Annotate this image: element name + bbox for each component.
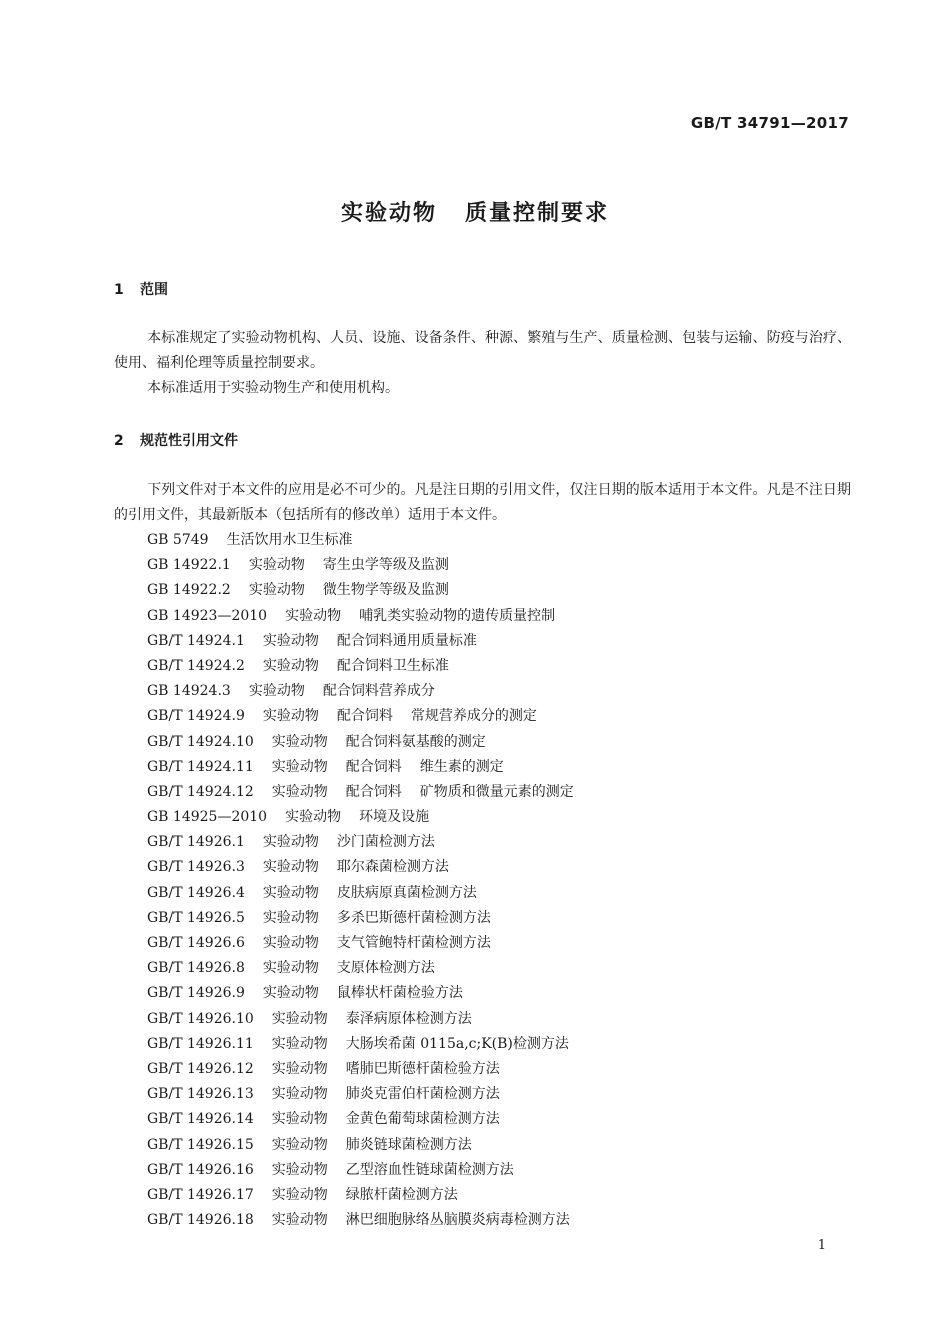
section-1-paragraph-1: [114, 326, 851, 376]
reference-title-part: 实验动物: [271, 1212, 328, 1229]
reference-item: [147, 780, 574, 805]
reference-item: [147, 805, 574, 830]
reference-title-part: 实验动物: [271, 1086, 328, 1103]
reference-item: [147, 1057, 574, 1082]
reference-item: [147, 730, 574, 755]
document-code: GB/T 34791—2017: [690, 114, 849, 132]
reference-item: [147, 629, 574, 654]
reference-title-part: 配合饲料营养成分: [322, 683, 435, 700]
reference-title-part: 维生素的测定: [419, 758, 504, 775]
reference-title-part: 配合饲料通用质量标准: [336, 632, 477, 649]
reference-item: [147, 956, 574, 981]
reference-item: [147, 578, 574, 603]
reference-code: GB/T 14926.18: [147, 1212, 254, 1229]
reference-code: GB/T 14924.12: [147, 783, 254, 800]
reference-title-part: 金黄色葡萄球菌检测方法: [345, 1111, 500, 1128]
reference-title-part: 实验动物: [271, 783, 328, 800]
reference-title-part: 实验动物: [271, 1186, 328, 1203]
reference-code: GB/T 14924.9: [147, 708, 245, 725]
reference-item: [147, 654, 574, 679]
reference-code: GB/T 14926.8: [147, 960, 245, 977]
reference-title-part: 皮肤病原真菌检测方法: [336, 884, 477, 901]
reference-title-part: 实验动物: [262, 935, 319, 951]
reference-title-part: 微生物学等级及监测: [322, 582, 449, 599]
reference-code: GB/T 14926.17: [147, 1186, 254, 1203]
reference-code: GB/T 14926.11: [147, 1035, 254, 1052]
reference-title-part: 配合饲料: [336, 708, 393, 725]
reference-item: [147, 906, 574, 931]
reference-title-part: 嗜肺巴斯德杆菌检验方法: [345, 1060, 500, 1077]
reference-code: GB 14924.3: [147, 683, 231, 700]
reference-code: GB/T 14926.12: [147, 1060, 254, 1077]
reference-item: [147, 704, 574, 729]
reference-title-part: 耶尔森菌检测方法: [336, 859, 449, 876]
title-part-2: 质量控制要求: [465, 201, 610, 226]
reference-title-part: 实验动物: [262, 859, 319, 876]
reference-title-part: 实验动物: [262, 632, 319, 649]
reference-title-part: 大肠埃希菌 0115a,c;K(B)检测方法: [345, 1035, 569, 1052]
reference-title-part: 鼠棒状杆菌检验方法: [336, 985, 463, 1002]
document-title: [0, 196, 950, 227]
reference-title-part: 实验动物: [271, 733, 328, 750]
reference-item: [147, 1082, 574, 1107]
reference-title-part: 实验动物: [248, 557, 305, 574]
reference-title-part: 寄生虫学等级及监测: [322, 557, 449, 574]
reference-title-part: 实验动物: [271, 1060, 328, 1077]
reference-item: [147, 1107, 574, 1132]
reference-code: GB/T 14926.4: [147, 884, 245, 901]
reference-title-part: 肺炎链球菌检测方法: [345, 1136, 472, 1153]
reference-title-part: 实验动物: [262, 834, 319, 851]
reference-code: GB/T 14926.3: [147, 859, 245, 876]
reference-item: [147, 528, 574, 553]
reference-item: [147, 881, 574, 906]
title-part-1: 实验动物: [340, 201, 437, 226]
reference-item: [147, 604, 574, 629]
reference-list: [147, 528, 574, 1233]
reference-code: GB/T 14926.10: [147, 1010, 254, 1027]
reference-title-part: 配合饲料卫生标准: [336, 657, 449, 674]
reference-code: GB/T 14926.14: [147, 1111, 254, 1128]
reference-code: GB 5749: [147, 532, 209, 548]
reference-title-part: 配合饲料氨基酸的测定: [345, 733, 486, 750]
section-1-number: 1: [114, 282, 124, 298]
reference-title-part: 配合饲料: [345, 783, 402, 800]
reference-title-part: 配合饲料: [345, 758, 402, 775]
reference-item: [147, 981, 574, 1006]
reference-title-part: 支气管鲍特杆菌检测方法: [336, 935, 491, 951]
reference-code: GB/T 14924.2: [147, 657, 245, 674]
reference-title-part: 矿物质和微量元素的测定: [419, 783, 574, 800]
reference-item: [147, 1183, 574, 1208]
paragraph-text: 下列文件对于本文件的应用是必不可少的。凡是注日期的引用文件，仅注日期的版本适用于本文件。凡是不注日期的引用文件，其最新版本（包括所有的修改单）适用于本文件。: [114, 482, 851, 523]
reference-title-part: 肺炎克雷伯杆菌检测方法: [345, 1086, 500, 1103]
reference-title-part: 实验动物: [271, 1161, 328, 1178]
reference-title-part: 实验动物: [262, 708, 319, 725]
reference-code: GB/T 14926.1: [147, 834, 245, 851]
section-1-title: 范围: [140, 282, 168, 298]
reference-title-part: 常规营养成分的测定: [410, 708, 537, 725]
reference-title-part: 实验动物: [285, 607, 342, 624]
reference-title-part: 支原体检测方法: [336, 960, 435, 977]
reference-code: GB/T 14926.5: [147, 909, 245, 926]
reference-title-part: 环境及设施: [359, 809, 430, 826]
reference-code: GB/T 14924.11: [147, 758, 254, 775]
paragraph-text: 本标准规定了实验动物机构、人员、设施、设备条件、种源、繁殖与生产、质量检测、包装与运输、防疫与治疗、使用、福利伦理等质量控制要求。: [114, 330, 851, 371]
reference-title-part: 实验动物: [271, 758, 328, 775]
reference-code: GB 14925—2010: [147, 809, 268, 826]
reference-item: [147, 931, 574, 956]
reference-title-part: 实验动物: [262, 960, 319, 977]
reference-item: [147, 1158, 574, 1183]
reference-title-part: 实验动物: [285, 809, 342, 826]
reference-item: [147, 755, 574, 780]
reference-item: [147, 1032, 574, 1057]
reference-title-part: 实验动物: [262, 909, 319, 926]
reference-title-part: 多杀巴斯德杆菌检测方法: [336, 909, 491, 926]
reference-title-part: 实验动物: [248, 582, 305, 599]
reference-item: [147, 1208, 574, 1233]
reference-code: GB/T 14926.6: [147, 935, 245, 951]
reference-code: GB 14922.1: [147, 557, 231, 574]
reference-title-part: 实验动物: [271, 1035, 328, 1052]
reference-code: GB 14922.2: [147, 582, 231, 599]
reference-title-part: 实验动物: [262, 884, 319, 901]
section-2-heading: [114, 430, 238, 450]
reference-title-part: 淋巴细胞脉络丛脑膜炎病毒检测方法: [345, 1212, 570, 1229]
reference-title-part: 沙门菌检测方法: [336, 834, 435, 851]
reference-code: GB/T 14926.13: [147, 1086, 254, 1103]
reference-title-part: 实验动物: [262, 657, 319, 674]
reference-item: [147, 830, 574, 855]
section-2-number: 2: [114, 433, 124, 449]
reference-title-part: 实验动物: [262, 985, 319, 1002]
reference-title-part: 生活饮用水卫生标准: [226, 532, 353, 548]
reference-code: GB/T 14926.15: [147, 1136, 254, 1153]
reference-item: [147, 679, 574, 704]
reference-code: GB/T 14924.10: [147, 733, 254, 750]
section-2-paragraph-1: [114, 478, 851, 528]
reference-item: [147, 1007, 574, 1032]
reference-code: GB/T 14926.9: [147, 985, 245, 1002]
reference-title-part: 乙型溶血性链球菌检测方法: [345, 1161, 514, 1178]
page-number: 1: [817, 1238, 826, 1253]
reference-title-part: 实验动物: [271, 1136, 328, 1153]
reference-title-part: 实验动物: [248, 683, 305, 700]
reference-item: [147, 855, 574, 880]
paragraph-text: 本标准适用于实验动物生产和使用机构。: [147, 380, 399, 396]
reference-code: GB 14923—2010: [147, 607, 268, 624]
reference-title-part: 泰泽病原体检测方法: [345, 1010, 472, 1027]
section-1-heading: [114, 279, 168, 299]
reference-title-part: 绿脓杆菌检测方法: [345, 1186, 458, 1203]
reference-code: GB/T 14924.1: [147, 632, 245, 649]
section-1-paragraph-2: [114, 376, 851, 401]
reference-title-part: 实验动物: [271, 1111, 328, 1128]
reference-code: GB/T 14926.16: [147, 1161, 254, 1178]
reference-item: [147, 1133, 574, 1158]
section-2-title: 规范性引用文件: [140, 433, 238, 449]
reference-item: [147, 553, 574, 578]
reference-title-part: 哺乳类实验动物的遗传质量控制: [359, 607, 556, 624]
reference-title-part: 实验动物: [271, 1010, 328, 1027]
